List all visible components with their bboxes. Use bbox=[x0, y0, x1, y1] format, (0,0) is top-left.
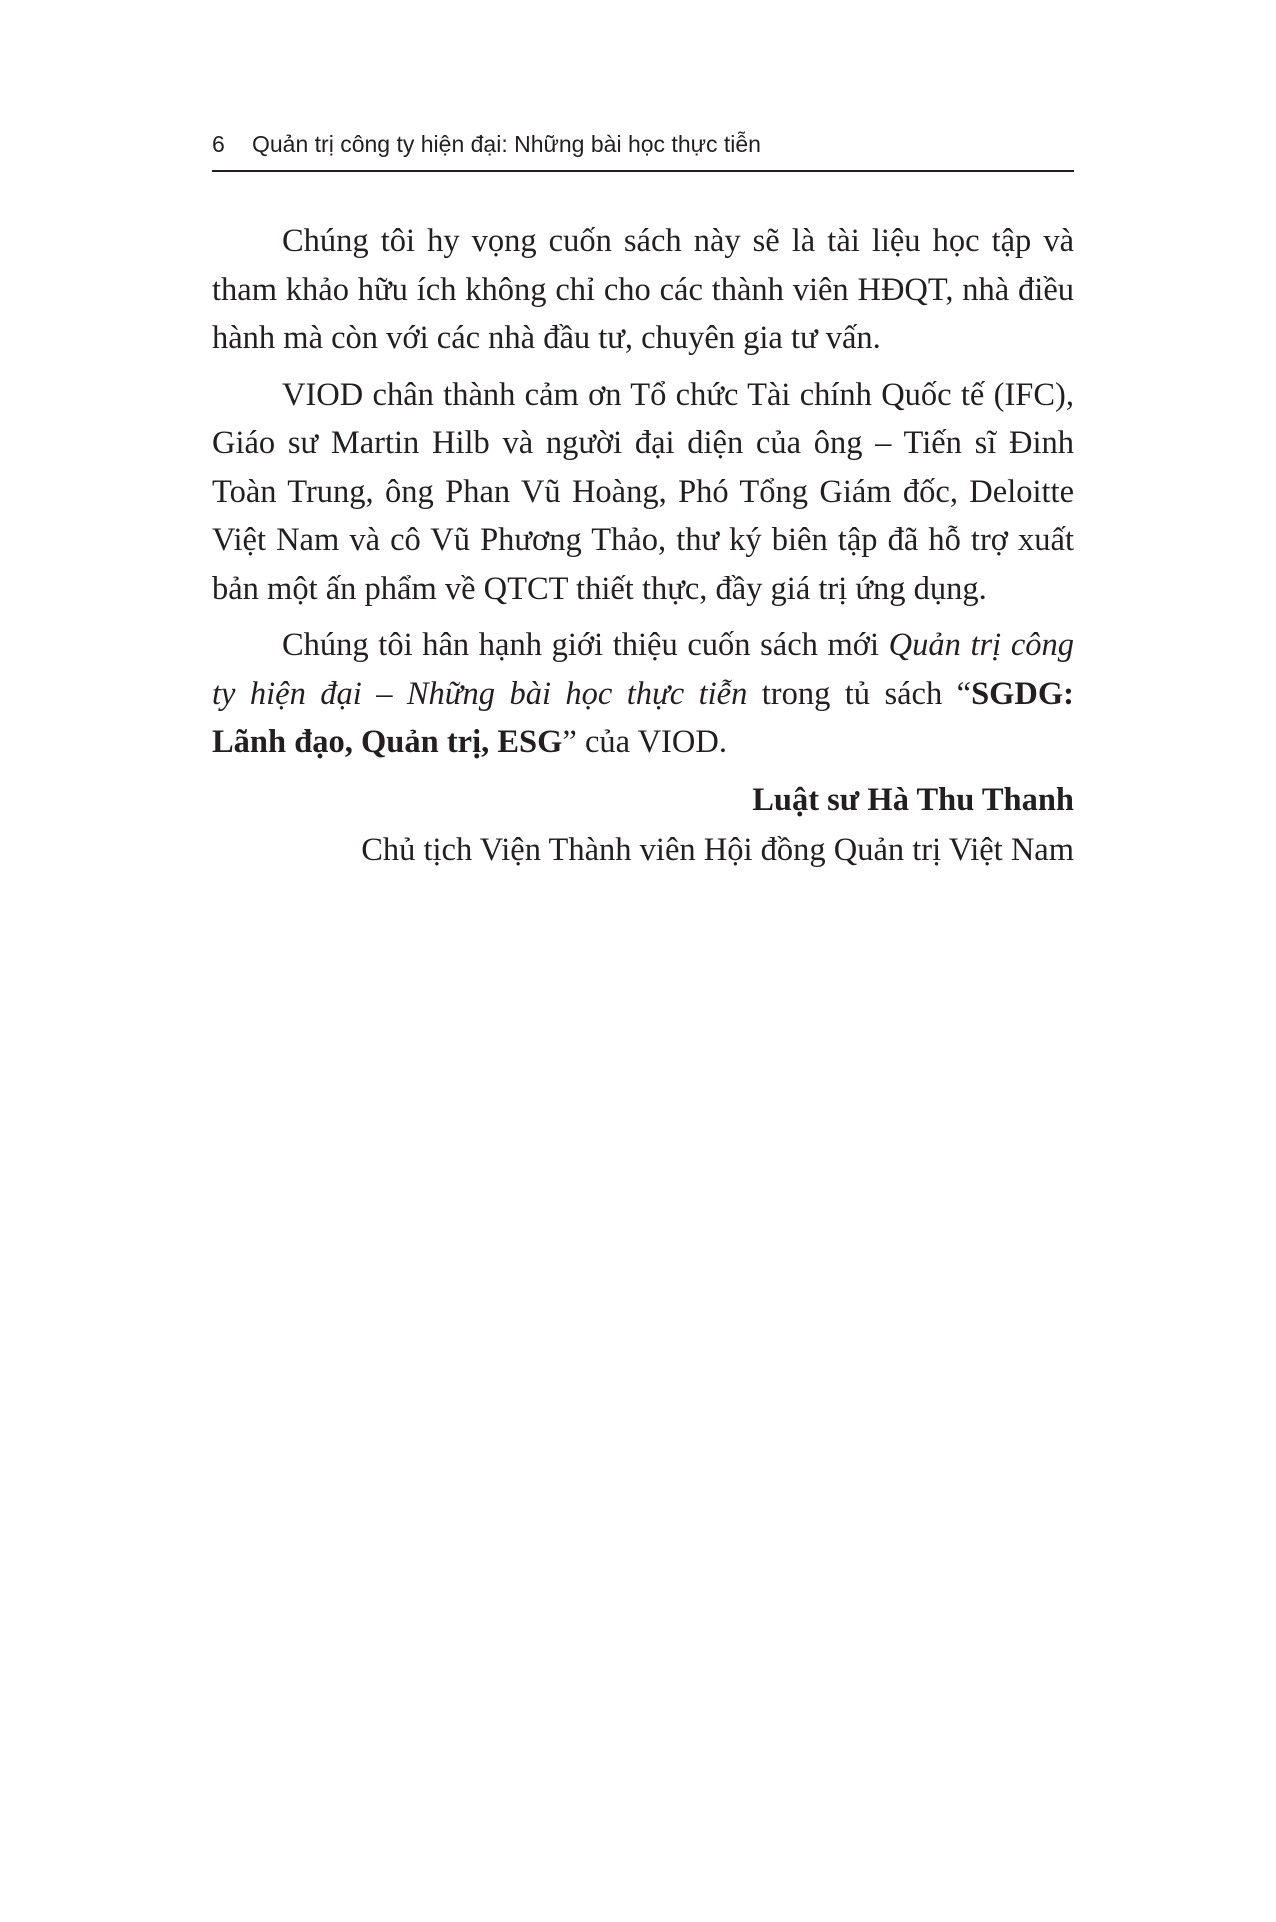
running-header bbox=[212, 124, 1074, 172]
paragraph-hope: Chúng tôi hy vọng cuốn sách này sẽ là tài liệu học tập và tham khảo hữu ích không chỉ cho các thành viên HĐQT, nhà điều hành mà còn với các nhà đầu tư, chuyên gia tư vấn. bbox=[212, 223, 1074, 356]
series-lead-text: trong tủ sách “ bbox=[747, 675, 972, 712]
running-header-title: Quản trị công ty hiện đại: Những bài học thực tiễn bbox=[252, 131, 761, 157]
paragraph-introduction bbox=[212, 621, 1074, 767]
author-name: Luật sư Hà Thu Thanh bbox=[752, 781, 1074, 818]
paragraph-thanks: VIOD chân thành cảm ơn Tổ chức Tài chính Quốc tế (IFC), Giáo sư Martin Hilb và người đại diện của ông – Tiến sĩ Đinh Toàn Trung, ông Phan Vũ Hoàng, Phó Tổng Giám đốc, Deloitte Việt Nam và cô Vũ Phương Thảo, thư ký biên tập đã hỗ trợ xuất bản một ấn phẩm về QTCT thiết thực, đầy giá trị ứng dụng. bbox=[212, 376, 1074, 607]
page-body bbox=[212, 217, 1074, 875]
page-number: 6 bbox=[212, 131, 225, 157]
book-title-italic: Quản trị công ty hiện đại – Những bài học thực tiễn bbox=[212, 627, 1074, 712]
signature-block bbox=[212, 775, 1074, 875]
intro-text: Chúng tôi hân hạnh giới thiệu cuốn sách mới bbox=[282, 627, 889, 663]
author-title: Chủ tịch Viện Thành viên Hội đồng Quản trị Việt Nam bbox=[361, 831, 1074, 868]
closing-text: ” của VIOD. bbox=[562, 724, 727, 760]
series-name-bold: SGDG: Lãnh đạo, Quản trị, ESG bbox=[212, 675, 1074, 760]
